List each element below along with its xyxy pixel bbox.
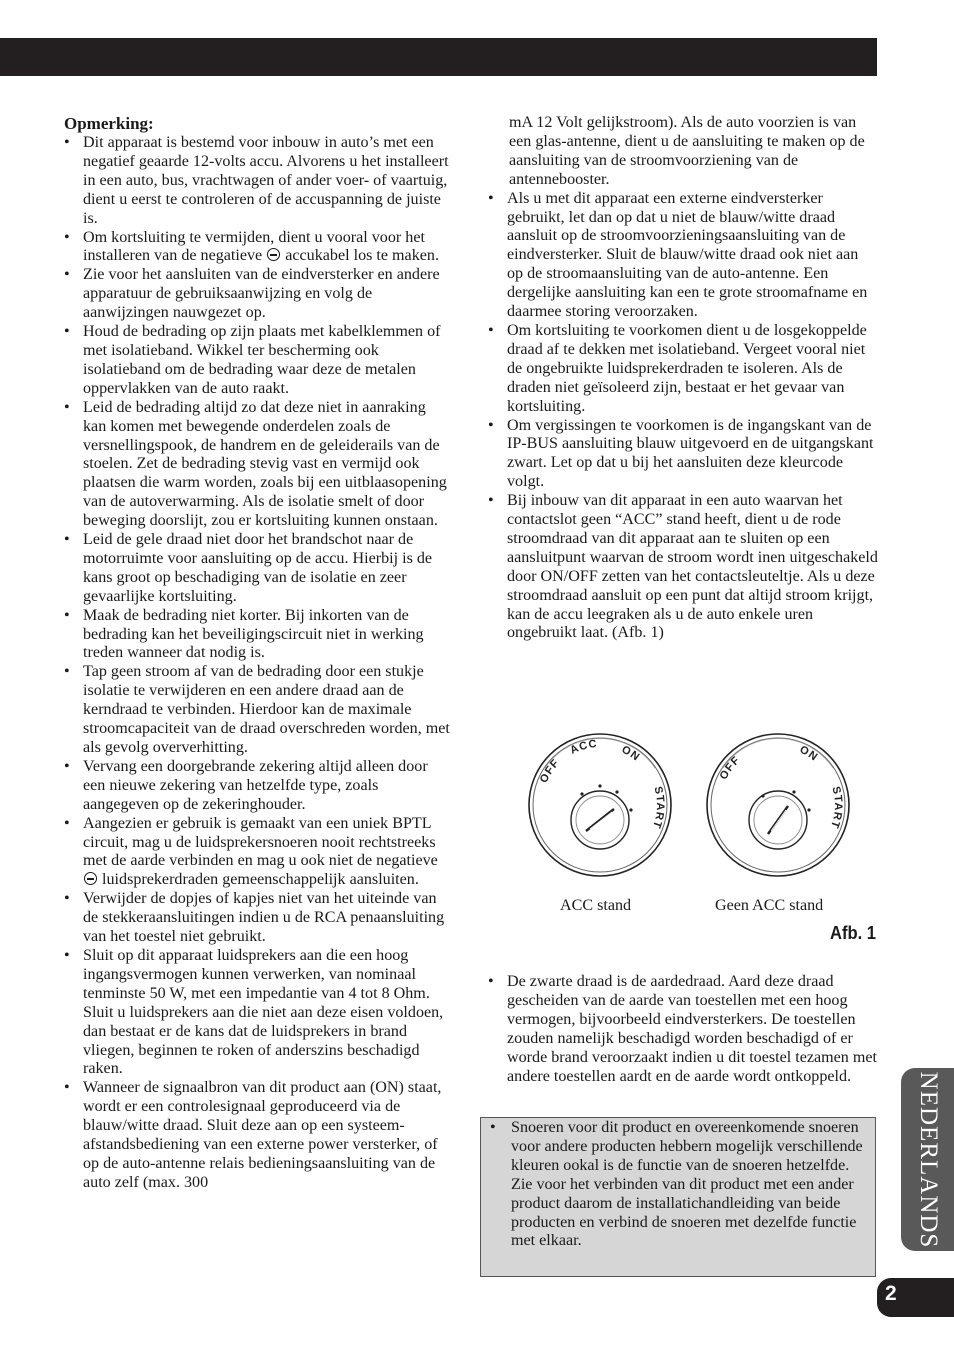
- list-item: • Vervang een doorgebrande zekering altijd alleen door een nieuwe zekering van hetzelfde type, zoals aangegeven op de zekeringhouder.: [64, 758, 452, 815]
- list-item-text: Aangezien er gebruik is gemaakt van een uniek BPTL circuit, mag u de luidsprekersnoeren nooit rechtstreeks met de aarde verbinden en mag u ook niet de negatieve: [83, 814, 438, 870]
- svg-text:ACC: [568, 738, 598, 757]
- svg-text:START: [828, 785, 844, 830]
- left-column: [64, 114, 452, 1193]
- continued-text: mA 12 Volt gelijkstroom). Als de auto voorzien is van een glas-antenne, dient u de aansluiting te maken op de aansluiting van de stroomvoorziening van de antennebooster.: [509, 114, 865, 188]
- svg-text:START: [650, 785, 666, 830]
- negative-terminal-icon: [84, 872, 97, 885]
- dial-label-start: START: [827, 785, 845, 831]
- list-item: • Wanneer de signaalbron van dit product aan (ON) staat, wordt er een controlesignaal geproduceerd via de blauw/witte draad. Sluit deze aan op een systeem-afstandsbediening van een externe power versterker, of op de auto-antenne relais bedieningsaansluiting van de auto zelf (max. 300: [64, 1079, 452, 1192]
- ignition-figure: [500, 728, 878, 948]
- svg-text:OFF: [538, 757, 562, 785]
- list-item: • De zwarte draad is de aardedraad. Aard deze draad gescheiden van de aarde van toestellen met een hoog vermogen, bijvoorbeeld eindversterkers. De toestellen zouden namelijk beschadigd worden beschadigd of er worde brand veroorzaakt indien u dit toestel tezamen met andere toestellen aardt en de aarde wordt ontkoppeld.: [488, 973, 878, 1086]
- list-item: • Om kortsluiting te voorkomen dient u de losgekoppelde draad af te dekken met isolatieband. Vergeet vooral niet de ongebruikte luidsprekerdraden te isoleren. Als de draden niet geïsoleerd zijn, bestaat er het gevaar van kortsluiting.: [488, 322, 878, 417]
- list-item: • Maak de bedrading niet korter. Bij inkorten van de bedrading kan het beveiligingscircuit niet in werking treden wanneer dat nodig is.: [64, 607, 452, 664]
- dial-label-on: ON: [797, 743, 821, 764]
- ignition-dial-acc: [529, 734, 671, 876]
- list-item-text: Om kortsluiting te vermijden, dient u vooral voor het installeren van de negatieve: [83, 228, 425, 265]
- ground-list: [488, 973, 878, 1086]
- right-column: [488, 114, 878, 643]
- language-tab: [901, 1068, 954, 1251]
- page-number: 2: [885, 1282, 897, 1305]
- list-item: [64, 815, 452, 891]
- page-number-tab: [877, 1278, 954, 1317]
- wire-color-notice-box: [480, 1117, 876, 1277]
- dial-label-on: ON: [619, 743, 643, 764]
- note-list-right: [488, 190, 878, 644]
- ignition-dial-no-acc: [707, 734, 849, 876]
- list-item: • Dit apparaat is bestemd voor inbouw in auto’s met een negatief geaarde 12-volts accu. Alvorens u het installeert in een auto, bus, vrachtwagen of ander voer- of vaartuig, dient u eerst te controleren of de accuspanning de juiste is.: [64, 134, 452, 229]
- list-item-text: accukabel los te maken.: [285, 247, 439, 265]
- list-item: • Snoeren voor dit product en overeenkomende snoeren voor andere producten hebbern mogelijk verschillende kleuren ookal is de functie van de snoeren hetzelfde. Zie voor het verbinden van dit product met een ander product daarom de installatichandleiding van beide producten en verbind de snoeren met dezelfde functie met elkaar.: [490, 1119, 869, 1251]
- ground-note: [488, 973, 878, 1086]
- figure-caption: Afb. 1: [829, 923, 876, 943]
- note-heading: Opmerking:: [64, 114, 154, 133]
- list-item: • Als u met dit apparaat een externe eindversterker gebruikt, let dan op dat u niet de blauw/witte draad aansluit op de stroomvoorzieningsaansluiting van de eindversterker. Sluit de blauw/witte draad ook niet aan op de stroomaansluiting van de auto-antenne. Een dergelijke aansluiting kan een te grote stroomafname en daarmee storing veroorzaken.: [488, 190, 878, 322]
- dial-caption-no-acc: Geen ACC stand: [715, 897, 824, 914]
- dial-label-off: OFF: [717, 754, 743, 782]
- dial-caption-acc: ACC stand: [560, 897, 632, 914]
- list-item: • Tap geen stroom af van de bedrading door een stukje isolatie te verwijderen en een andere draad aan de kerndraad te verbinden. Hierdoor kan de maximale stroomcapaciteit van de draad overschreden worden, met als gevolg oververhitting.: [64, 663, 452, 758]
- header-bar: [0, 38, 877, 76]
- list-item: • Sluit op dit apparaat luidsprekers aan die een hoog ingangsvermogen kunnen verwerken, van nominaal tenminste 50 W, met een impedantie van 4 tot 8 Ohm. Sluit u luidsprekers aan die niet aan deze eisen voldoen, dan bestaat er de kans dat de luidsprekers in brand vliegen, beginnen te roken of anderszins beschadigd raken.: [64, 947, 452, 1079]
- notice-list: [490, 1119, 869, 1251]
- list-item: • Om vergissingen te voorkomen is de ingangskant van de IP-BUS aansluiting blauw uitgevoerd en de uitgangskant zwart. Let op dat u bij het aansluiten deze kleurcode volgt.: [488, 417, 878, 493]
- language-tab-label: NEDERLANDS: [914, 1071, 942, 1248]
- list-item: • Zie voor het aansluiten van de eindversterker en andere apparatuur de gebruiksaanwijzing en volg de aanwijzingen nauwgezet op.: [64, 266, 452, 323]
- dial-label-start: START: [649, 785, 667, 831]
- dial-label-off: OFF: [537, 756, 563, 785]
- svg-text:ON: [620, 744, 642, 764]
- list-item: [64, 229, 452, 267]
- ignition-dials: [500, 728, 878, 893]
- svg-text:OFF: [718, 754, 743, 782]
- list-item: • Leid de bedrading altijd zo dat deze niet in aanraking kan komen met bewegende onderdelen zoals de versnellingspook, de handrem en de geleiderails van de stoelen. Zet de bedrading stevig vast en vermijd ook plaatsen die warm worden, zoals bij een uitblaasopening van de autoverwarming. Als de isolatie smelt of door beweging doorslijt, zou er kortsluiting kunnen onstaan.: [64, 399, 452, 531]
- negative-terminal-icon: [267, 248, 280, 261]
- list-item: • Houd de bedrading op zijn plaats met kabelklemmen of met isolatieband. Wikkel ter bescherming ook isolatieband om de bedrading waar deze de metalen oppervlakken van de auto raakt.: [64, 323, 452, 399]
- list-item: • Bij inbouw van dit apparaat in een auto waarvan het contactslot geen “ACC” stand heeft, dient u de rode stroomdraad van dit apparaat aan te sluiten op een aansluitpunt waarvan de stroom wordt inen uitgeschakeld door ON/OFF zetten van het contactsleuteltje. Als u deze stroomdraad aansluit op een punt dat altijd stroom krijgt, kan de accu leegraken als u de auto enkele uren ongebruikt laat. (Afb. 1): [488, 492, 878, 643]
- dial-label-acc: ACC: [568, 737, 599, 757]
- list-item-text: luidsprekerdraden gemeenschappelijk aansluiten.: [102, 871, 419, 889]
- list-item: • Leid de gele draad niet door het brandschot naar de motorruimte voor aansluiting op de accu. Hierbij is de kans groot op beschadiging van de isolatie en zeer gevaarlijke kortsluiting.: [64, 531, 452, 607]
- svg-text:ON: [798, 744, 820, 764]
- note-list-left: [64, 134, 452, 1193]
- list-item: • Verwijder de dopjes of kapjes niet van het uiteinde van de stekkeraansluitingen indien u de RCA penaansluiting van het toestel niet gebruikt.: [64, 890, 452, 947]
